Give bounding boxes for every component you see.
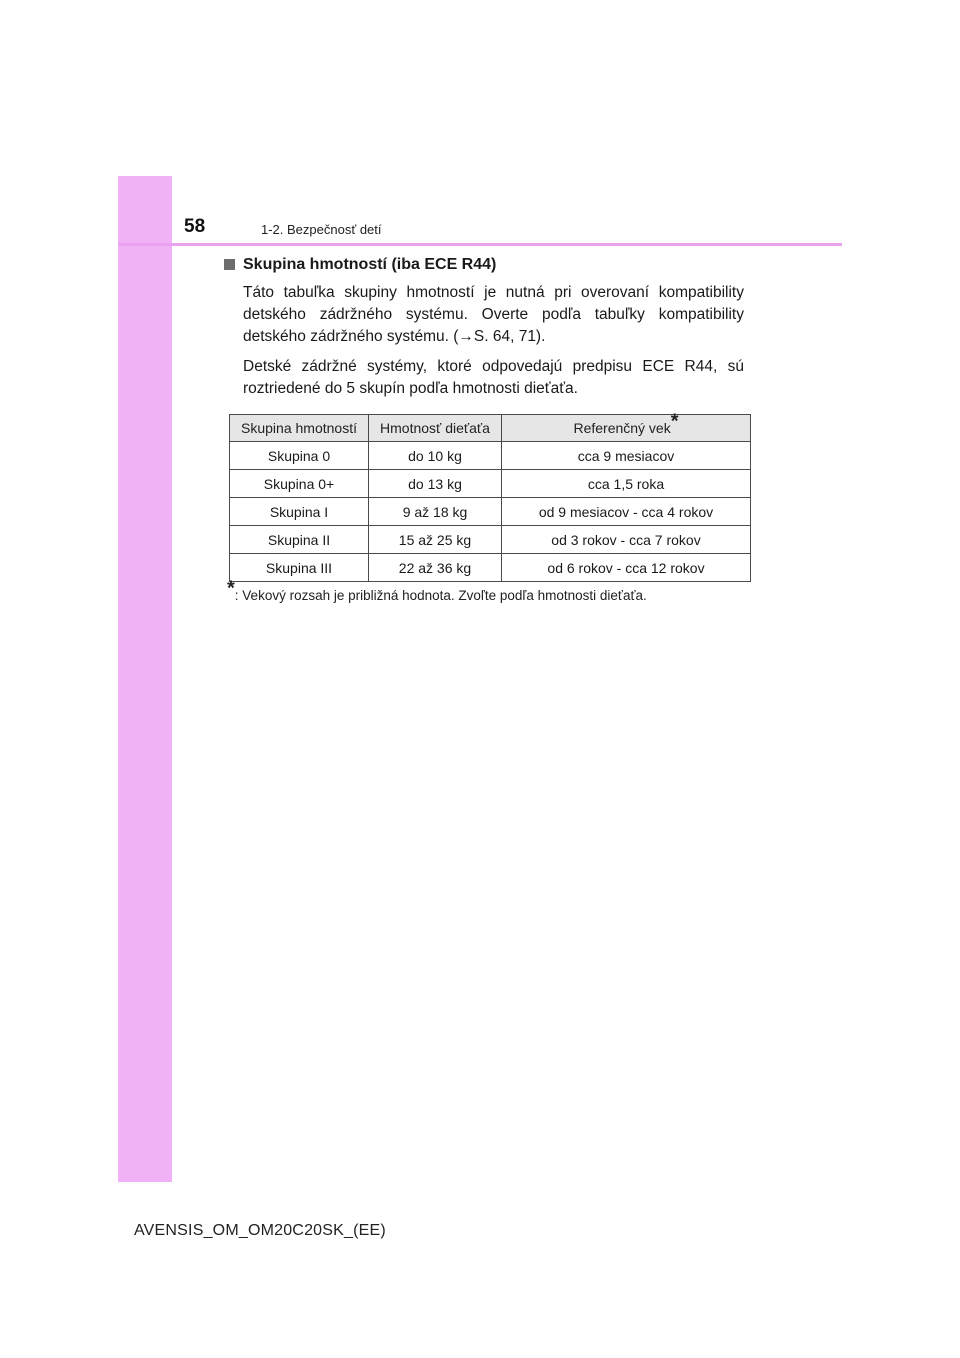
table-cell: do 10 kg — [369, 442, 502, 470]
table-cell: cca 1,5 roka — [502, 470, 751, 498]
table-cell: 22 až 36 kg — [369, 554, 502, 582]
column-header-age-text: Referenčný vek — [573, 420, 671, 436]
table-cell: od 6 rokov - cca 12 rokov — [502, 554, 751, 582]
section-heading — [222, 254, 752, 276]
square-bullet-icon — [224, 259, 235, 270]
table-cell: od 9 mesiacov - cca 4 rokov — [502, 498, 751, 526]
table-cell: 15 až 25 kg — [369, 526, 502, 554]
page-number: 58 — [184, 216, 206, 237]
table-row — [230, 470, 751, 498]
table-cell: Skupina 0+ — [230, 470, 369, 498]
footnote-text: : Vekový rozsah je približná hodnota. Zvoľte podľa hmotnosti dieťaťa. — [234, 588, 647, 603]
table-cell: od 3 rokov - cca 7 rokov — [502, 526, 751, 554]
weight-group-table — [229, 410, 751, 582]
table-row — [230, 442, 751, 470]
paragraph: Detské zádržné systémy, ktoré odpovedajú predpisu ECE R44, sú roztriedené do 5 skupín podľa hmotnosti dieťaťa. — [243, 358, 744, 397]
table-row — [230, 554, 751, 582]
main-content — [222, 254, 752, 603]
document-id: AVENSIS_OM_OM20C20SK_(EE) — [134, 1222, 386, 1239]
footnote-marker: * — [670, 410, 679, 433]
table-cell: Skupina 0 — [230, 442, 369, 470]
table-cell: Skupina II — [230, 526, 369, 554]
side-tab-bar — [118, 176, 172, 1182]
heading-text: Skupina hmotností (iba ECE R44) — [243, 256, 497, 273]
column-header-age — [502, 410, 751, 442]
table-cell: Skupina I — [230, 498, 369, 526]
section-title: 1-2. Bezpečnosť detí — [261, 222, 382, 237]
table-cell: Skupina III — [230, 554, 369, 582]
table-cell: cca 9 mesiacov — [502, 442, 751, 470]
table-cell: 9 až 18 kg — [369, 498, 502, 526]
column-header-weight: Hmotnosť dieťaťa — [369, 415, 502, 442]
column-header-group: Skupina hmotností — [230, 415, 369, 442]
footnote-marker: * — [227, 577, 235, 600]
header-rule — [118, 243, 842, 246]
table-row — [230, 498, 751, 526]
table-cell: do 13 kg — [369, 470, 502, 498]
footnote — [227, 577, 752, 603]
paragraph: Táto tabuľka skupiny hmotností je nutná pri overovaní kompatibility detského zádržného systému. Overte podľa tabuľky kompatibility detského zádržného systému. (→S. 64, 71). — [243, 284, 744, 345]
table-row — [230, 526, 751, 554]
table-header-row — [230, 415, 751, 442]
